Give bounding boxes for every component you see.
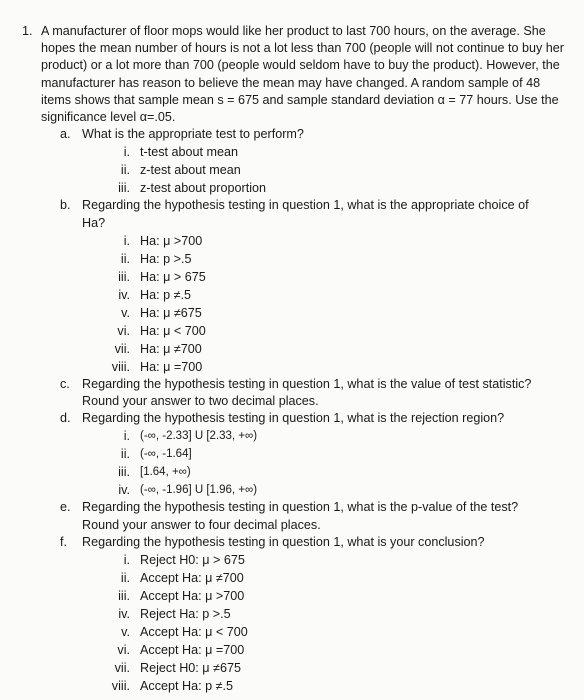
option-item [98,569,574,587]
question-parts [22,126,574,695]
option-item [98,587,574,605]
option-numeral: vi. [117,643,130,658]
part-prompt: Regarding the hypothesis testing in question 1, what is the appropriate choice of Ha? [82,198,529,230]
option-item [98,463,574,481]
option-numeral: ii. [120,251,130,266]
option-text: Accept Ha: μ < 700 [140,625,248,640]
option-numeral: iii. [118,465,130,480]
option-text: z-test about mean [140,163,241,178]
option-item [98,232,574,250]
option-item [98,322,574,340]
option-item [98,143,574,161]
option-text: Ha: μ >700 [140,233,203,248]
option-item [98,481,574,499]
part-f [60,534,574,695]
part-prompt: What is the appropriate test to perform? [82,127,304,142]
option-numeral: viii. [111,679,130,694]
part-label: c. [60,376,70,391]
option-numeral: viii. [111,359,130,374]
option-list [98,427,574,499]
option-numeral: vii. [114,341,130,356]
part-c [60,376,574,410]
part-label: a. [60,127,71,142]
option-text: Ha: μ =700 [140,359,203,374]
option-text: t-test about mean [140,145,239,160]
option-item [98,605,574,623]
option-text: Ha: μ ≠675 [140,305,202,320]
option-text: Accept Ha: μ =700 [140,643,245,658]
part-label: b. [60,198,71,213]
option-text: Ha: p ≠.5 [140,287,192,302]
part-prompt: Regarding the hypothesis testing in question 1, what is the p-value of the test? Round your answer to four decimal places. [82,500,519,532]
question-number: 1. [22,24,33,38]
option-item [98,551,574,569]
option-text: Reject H0: μ ≠675 [140,661,241,676]
option-text: Reject Ha: p >.5 [140,607,231,622]
question-block [22,23,574,695]
option-numeral: iv. [118,607,130,622]
option-list [98,143,574,197]
part-d [60,410,574,499]
option-numeral: i. [123,429,130,444]
option-numeral: ii. [120,163,130,178]
option-numeral: v. [121,625,130,640]
option-item [98,641,574,659]
option-text: Accept Ha: μ >700 [140,589,245,604]
option-numeral: vii. [114,661,130,676]
option-text: (-∞, -2.33] U [2.33, +∞) [140,430,258,443]
option-item [98,659,574,677]
option-item [98,358,574,376]
option-text: Ha: p >.5 [140,251,192,266]
part-label: d. [60,411,71,426]
option-text: [1.64, +∞) [140,466,191,479]
option-numeral: iii. [118,589,130,604]
part-label: f. [60,534,67,549]
option-item [98,445,574,463]
option-item [98,677,574,695]
part-prompt: Regarding the hypothesis testing in question 1, what is your conclusion? [82,534,485,549]
question-text: A manufacturer of floor mops would like her product to last 700 hours, on the average. She hopes the mean number of hours is not a lot less than 700 (people will not continue to buy her product) or a lot more than 700 (people would seldom have to buy the product). However, the manufacturer has reason to believe the mean may have changed. A random sample of 48 items shows that sample mean s = 675 and sample standard deviation α = 77 hours. Use the significance level α=.05. [41,24,564,125]
option-numeral: ii. [120,447,130,462]
option-text: Reject H0: μ > 675 [140,553,245,568]
option-text: z-test about proportion [140,181,267,196]
option-numeral: iv. [118,287,130,302]
option-numeral: v. [121,305,130,320]
option-numeral: iii. [118,181,130,196]
option-item [98,427,574,445]
option-numeral: i. [123,145,130,160]
option-numeral: iv. [118,483,130,498]
option-text: Ha: μ ≠700 [140,341,202,356]
option-numeral: iii. [118,269,130,284]
option-numeral: vi. [117,323,130,338]
part-label: e. [60,500,71,515]
option-numeral: ii. [120,571,130,586]
part-e [60,499,574,533]
option-text: (-∞, -1.96] U [1.96, +∞) [140,484,258,497]
option-item [98,304,574,322]
option-list [98,551,574,695]
option-item [98,179,574,197]
option-item [98,286,574,304]
option-numeral: i. [123,233,130,248]
option-item [98,623,574,641]
part-prompt: Regarding the hypothesis testing in question 1, what is the rejection region? [82,411,505,426]
option-text: (-∞, -1.64] [140,448,192,461]
option-numeral: i. [123,553,130,568]
part-prompt: Regarding the hypothesis testing in question 1, what is the value of test statistic? Round your answer to two decimal places. [82,376,532,409]
part-b [60,197,574,375]
option-list [98,232,574,376]
option-text: Accept Ha: μ ≠700 [140,571,244,586]
option-item [98,268,574,286]
option-item [98,161,574,179]
option-text: Ha: μ > 675 [140,269,206,284]
option-item [98,250,574,268]
option-text: Accept Ha: p ≠.5 [140,679,234,694]
option-item [98,340,574,358]
option-text: Ha: μ < 700 [140,323,206,338]
part-a [60,126,574,197]
